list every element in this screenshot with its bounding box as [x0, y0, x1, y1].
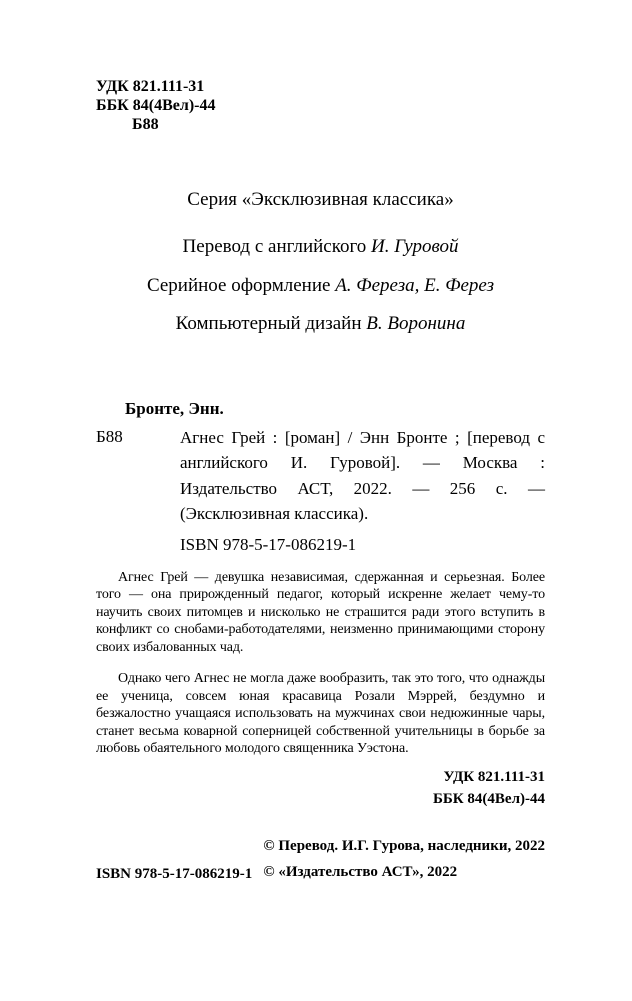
series-designers-names: А. Фереза, Е. Ферез: [335, 274, 495, 296]
udk-code-top: УДК 821.111-31: [96, 78, 205, 95]
isbn-footer: ISBN 978-5-17-086219-1: [96, 866, 253, 883]
series-design-credit: [96, 275, 545, 297]
computer-design-credit: [96, 313, 545, 335]
copyright-block: [263, 833, 545, 886]
catalog-card: [96, 425, 545, 527]
annotation-paragraph-2: Однако чего Агнес не могла даже вообразить, так это того, что однажды ее ученица, совсем юная красавица Розали Мэррей, бездумно и безжалостно учащаяся использовать на мужчинах свои недюжинные чары, станет весьма коварной соперницей собственной учительницы в борьбе за любовь обаятельного молодого священника Уэстона.: [96, 671, 545, 757]
bbk-code-top: ББК 84(4Вел)-44: [96, 96, 216, 114]
bibliographic-entry: Агнес Грей : [роман] / Энн Бронте ; [перевод с английского И. Гуровой]. — Москва : Издательство АСТ, 2022. — 256 с. — (Эксклюзивная классика).: [180, 427, 545, 524]
series-design-prefix: Серийное оформление: [146, 274, 336, 296]
isbn-line: ISBN 978-5-17-086219-1: [180, 534, 357, 554]
bbk-code-bottom: ББК 84(4Вел)-44: [432, 791, 545, 808]
copyright-publisher-line: © «Издательство АСТ», 2022: [263, 863, 458, 880]
author-sign-top: Б88: [132, 115, 159, 133]
copyright-translation-line: © Перевод. И.Г. Гурова, наследники, 2022: [263, 837, 545, 854]
translation-credit-prefix: Перевод с английского: [182, 235, 372, 257]
series-line: Серия «Эксклюзивная классика»: [187, 188, 454, 210]
classification-block-top: [96, 78, 545, 135]
computer-designer-name: В. Воронина: [366, 312, 466, 334]
classification-block-bottom: [96, 766, 545, 811]
translation-credit: [96, 236, 545, 258]
udk-code-bottom: УДК 821.111-31: [443, 768, 545, 785]
computer-design-prefix: Компьютерный дизайн: [175, 312, 367, 334]
author-heading: Бронте, Энн.: [125, 398, 224, 418]
author-sign-catalog: Б88: [96, 426, 123, 446]
translator-name: И. Гуровой: [371, 235, 459, 257]
annotation-paragraph-1: Агнес Грей — девушка независимая, сдержанная и серьезная. Более того — она прирожденный педагог, который искренне желает чему-то научить своих питомцев и нисколько не страшится ради этого вступить в конфликт со снобами-работодателями, неизменно принимающими сторону своих избалованных чад.: [96, 569, 545, 655]
footer-block: [96, 833, 545, 886]
